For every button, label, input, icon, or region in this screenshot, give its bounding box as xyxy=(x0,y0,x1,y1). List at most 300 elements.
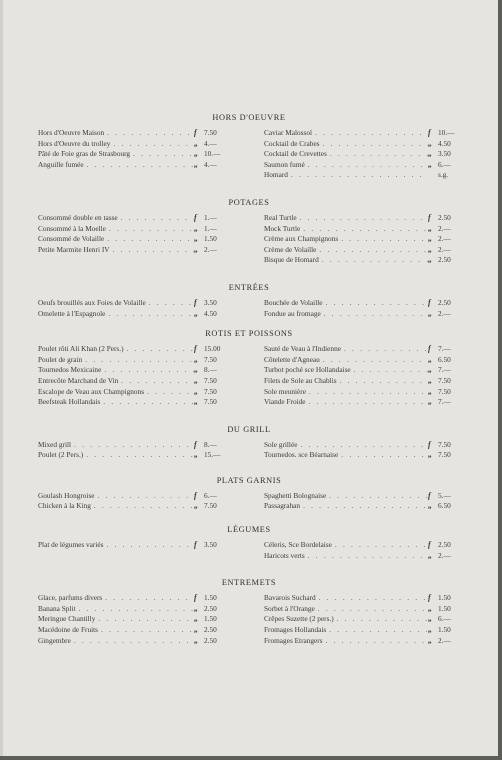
menu-section xyxy=(38,328,460,408)
item-price: 7.50 xyxy=(204,128,217,137)
currency-mark: „ xyxy=(194,614,198,624)
menu-item xyxy=(38,376,234,387)
item-name: Omelette à l'Espagnole xyxy=(38,308,106,318)
dot-leader xyxy=(91,501,194,512)
item-price: 2.— xyxy=(438,308,451,318)
item-name: Entrecôte Marchand de Vin xyxy=(38,375,119,385)
currency-mark: f xyxy=(428,490,431,500)
currency-mark: „ xyxy=(428,149,432,159)
item-price: s.g. xyxy=(438,170,449,180)
currency-mark: „ xyxy=(194,625,198,635)
menu-item xyxy=(38,397,234,408)
item-price: 6.— xyxy=(438,159,451,169)
currency-mark: f xyxy=(194,540,197,550)
item-price: 7.50 xyxy=(438,386,451,396)
dot-leader xyxy=(327,149,428,160)
currency-mark: „ xyxy=(194,450,198,460)
item-name: Bouchée de Volaille xyxy=(264,297,323,307)
menu-item xyxy=(38,440,234,451)
menu-section xyxy=(38,424,460,461)
dot-leader xyxy=(83,450,194,461)
currency-mark: f xyxy=(194,297,197,307)
right-column xyxy=(264,128,460,181)
item-name: Saumon fumé xyxy=(264,159,305,169)
item-name: Bavarois Suchard xyxy=(264,593,316,603)
currency-mark: „ xyxy=(428,614,432,624)
left-column xyxy=(38,540,234,561)
dot-leader xyxy=(321,309,428,320)
menu-item xyxy=(38,309,234,320)
menu-item xyxy=(38,344,234,355)
menu-item xyxy=(264,501,460,512)
menu-section xyxy=(38,282,460,319)
item-name: Poulet rôti Ali Khan (2 Pers.) xyxy=(38,344,124,354)
item-name: Filets de Sole au Chablis xyxy=(264,375,337,385)
dot-leader xyxy=(102,593,194,604)
currency-mark: f xyxy=(194,593,197,603)
item-name: Bisque de Homard xyxy=(264,255,319,265)
menu-item xyxy=(264,604,460,615)
item-price: 7.50 xyxy=(438,450,451,460)
item-name: Homard xyxy=(264,170,288,180)
currency-mark: „ xyxy=(428,501,432,511)
item-price: 1.— xyxy=(204,223,217,233)
item-name: Hors d'Oeuvre Maison xyxy=(38,128,105,137)
menu-section xyxy=(38,197,460,266)
menu-item xyxy=(38,245,234,256)
menu-item xyxy=(264,387,460,398)
menu-item xyxy=(38,149,234,160)
menu-item xyxy=(38,355,234,366)
item-price: 7.50 xyxy=(204,354,217,364)
menu-item xyxy=(264,170,460,181)
item-name: Sole grillée xyxy=(264,439,298,449)
item-name: Sole meunière xyxy=(264,386,306,396)
menu-item xyxy=(38,625,234,636)
dot-leader xyxy=(95,491,194,502)
currency-mark: f xyxy=(194,128,197,137)
left-column xyxy=(38,298,234,319)
dot-leader xyxy=(105,309,194,320)
menu-item xyxy=(264,139,460,150)
menu-item xyxy=(264,376,460,387)
item-price: 5.— xyxy=(438,490,451,500)
currency-mark: „ xyxy=(428,244,432,254)
currency-mark: „ xyxy=(428,375,432,385)
menu-content xyxy=(38,112,460,646)
item-price: 1.50 xyxy=(204,234,217,244)
left-column xyxy=(38,128,234,181)
dot-leader xyxy=(297,440,428,451)
item-price: 2.— xyxy=(438,635,451,645)
item-name: Céleris, Sce Bordelaise xyxy=(264,540,332,550)
dot-leader xyxy=(334,614,428,625)
menu-item xyxy=(264,344,460,355)
currency-mark: f xyxy=(428,540,431,550)
currency-mark: „ xyxy=(428,625,432,635)
dot-leader xyxy=(316,245,428,256)
item-name: Consommé à la Moelle xyxy=(38,223,106,233)
section-title: HORS D'OEUVRE xyxy=(212,113,286,122)
dot-leader xyxy=(306,387,428,398)
section-columns xyxy=(38,593,460,646)
section-columns xyxy=(38,213,460,266)
menu-item xyxy=(264,355,460,366)
left-column xyxy=(38,344,234,408)
menu-item xyxy=(38,491,234,502)
currency-mark: f xyxy=(428,439,431,449)
dot-leader xyxy=(323,298,429,309)
item-name: Fondue au fromage xyxy=(264,308,321,318)
item-price: 7.50 xyxy=(438,375,451,385)
item-price: 10.— xyxy=(204,149,221,159)
menu-item xyxy=(38,540,234,551)
section-columns xyxy=(38,128,460,181)
dot-leader xyxy=(84,160,194,171)
menu-item xyxy=(264,397,460,408)
dot-leader xyxy=(326,625,428,636)
currency-mark: „ xyxy=(194,354,198,364)
dot-leader xyxy=(305,160,428,171)
menu-item xyxy=(38,593,234,604)
menu-item xyxy=(38,160,234,171)
menu-item xyxy=(38,604,234,615)
menu-item xyxy=(264,450,460,461)
right-column xyxy=(264,344,460,408)
section-title: ENTREMETS xyxy=(221,578,277,588)
item-price: 1.— xyxy=(204,212,217,222)
currency-mark: f xyxy=(194,490,197,500)
item-name: Hors d'Oeuvre du trolley xyxy=(38,138,111,148)
section-columns xyxy=(38,298,460,319)
menu-item xyxy=(264,149,460,160)
item-name: Caviar Malossol xyxy=(264,128,313,137)
item-name: Turbot poché sce Hollandaise xyxy=(264,365,351,375)
dot-leader xyxy=(82,355,194,366)
item-price: 2.50 xyxy=(204,625,217,635)
menu-item xyxy=(38,365,234,376)
item-name: Pâté de Foie gras de Strasbourg xyxy=(38,149,131,159)
dot-leader xyxy=(110,139,194,150)
menu-item xyxy=(264,636,460,647)
menu-item xyxy=(264,593,460,604)
item-price: 2.50 xyxy=(438,540,451,550)
currency-mark: „ xyxy=(428,365,432,375)
menu-item xyxy=(38,224,234,235)
currency-mark: f xyxy=(428,212,431,222)
dot-leader xyxy=(104,128,194,139)
dot-leader xyxy=(95,614,194,625)
item-name: Fromages Hollandais xyxy=(264,625,327,635)
currency-mark: „ xyxy=(194,223,198,233)
currency-mark: „ xyxy=(428,354,432,364)
dot-leader xyxy=(71,636,194,647)
menu-item xyxy=(264,128,460,139)
section-columns xyxy=(38,440,460,461)
menu-item xyxy=(264,160,460,171)
dot-leader xyxy=(300,224,428,235)
currency-mark: „ xyxy=(194,159,198,169)
item-price: 2.50 xyxy=(204,603,217,613)
item-name: Sorbet à l'Orange xyxy=(264,603,315,613)
item-name: Banana Split xyxy=(38,603,76,613)
section-title: ENTRÉES xyxy=(228,282,270,292)
dot-leader xyxy=(146,298,194,309)
item-name: Passagrahan xyxy=(264,501,301,511)
menu-item xyxy=(38,636,234,647)
item-name: Haricots verts xyxy=(264,550,305,560)
item-name: Goulash Hongroise xyxy=(38,490,95,500)
item-price: 3.50 xyxy=(204,297,217,307)
item-name: Escalope de Veau aux Champignons xyxy=(38,386,145,396)
dot-leader xyxy=(341,344,428,355)
currency-mark: „ xyxy=(194,375,198,385)
item-price: 1.50 xyxy=(438,625,451,635)
dot-leader xyxy=(338,450,428,461)
currency-mark: „ xyxy=(428,308,432,318)
item-name: Plat de légumes variés xyxy=(38,540,104,550)
menu-section xyxy=(38,112,460,181)
dot-leader xyxy=(320,139,428,150)
item-price: 7.50 xyxy=(438,439,451,449)
item-price: 2.— xyxy=(438,244,451,254)
currency-mark: „ xyxy=(428,138,432,148)
section-columns xyxy=(38,491,460,512)
item-name: Crème de Volaille xyxy=(264,244,317,254)
currency-mark: „ xyxy=(428,386,432,396)
menu-item xyxy=(264,234,460,245)
item-price: 6.50 xyxy=(438,354,451,364)
dot-leader xyxy=(297,213,428,224)
item-price: 2.— xyxy=(438,550,451,560)
currency-mark: „ xyxy=(194,603,198,613)
item-price: 3.50 xyxy=(438,149,451,159)
dot-leader xyxy=(315,604,428,615)
currency-mark: „ xyxy=(428,550,432,560)
menu-item xyxy=(38,614,234,625)
dot-leader xyxy=(130,149,194,160)
item-price: 7.50 xyxy=(204,501,217,511)
item-name: Fromages Etrangers xyxy=(264,635,323,645)
currency-mark: „ xyxy=(194,308,198,318)
item-name: Anguille fumée xyxy=(38,159,84,169)
item-name: Gingembre xyxy=(38,635,71,645)
item-name: Poulet (2 Pers.) xyxy=(38,450,84,460)
item-name: Côtelette d'Agneau xyxy=(264,354,320,364)
section-title: PLATS GARNIS xyxy=(216,475,282,485)
item-price: 1.50 xyxy=(438,593,451,603)
menu-item xyxy=(38,298,234,309)
currency-mark: „ xyxy=(194,386,198,396)
menu-item xyxy=(264,365,460,376)
currency-mark: f xyxy=(194,344,197,354)
item-price: 1.50 xyxy=(204,593,217,603)
dot-leader xyxy=(338,234,428,245)
menu-item xyxy=(264,491,460,502)
currency-mark: „ xyxy=(194,635,198,645)
menu-item xyxy=(38,128,234,139)
menu-item xyxy=(38,501,234,512)
dot-leader xyxy=(319,255,428,266)
menu-item xyxy=(264,440,460,451)
menu-item xyxy=(264,245,460,256)
left-column xyxy=(38,593,234,646)
menu-item xyxy=(264,625,460,636)
left-column xyxy=(38,213,234,266)
menu-item xyxy=(264,298,460,309)
item-name: Mock Turtle xyxy=(264,223,301,233)
item-name: Cocktail de Crabes xyxy=(264,138,320,148)
item-price: 2.50 xyxy=(204,635,217,645)
currency-mark: f xyxy=(428,128,431,137)
item-name: Macédoine de Fruits xyxy=(38,625,98,635)
item-name: Glace, parfums divers xyxy=(38,593,103,603)
dot-leader xyxy=(306,397,428,408)
menu-item xyxy=(264,540,460,551)
menu-item xyxy=(38,234,234,245)
section-columns xyxy=(38,344,460,408)
section-title: ROTIS ET POISSONS xyxy=(205,329,293,339)
item-price: 7.— xyxy=(438,397,451,407)
dot-leader xyxy=(332,540,428,551)
currency-mark: „ xyxy=(194,397,198,407)
item-price: 2.50 xyxy=(438,255,451,265)
menu-item xyxy=(264,224,460,235)
dot-leader xyxy=(98,625,194,636)
dot-leader xyxy=(101,365,194,376)
right-column xyxy=(264,593,460,646)
item-name: Crème aux Champignons xyxy=(264,234,339,244)
currency-mark: f xyxy=(194,212,197,222)
item-name: Real Turtle xyxy=(264,212,297,222)
item-price: 4.— xyxy=(204,138,217,148)
menu-section xyxy=(38,524,460,561)
item-name: Tournedos. sce Béarnaise xyxy=(264,450,339,460)
item-name: Crêpes Suzette (2 pers.) xyxy=(264,614,334,624)
dot-leader xyxy=(300,501,428,512)
item-price: 2.50 xyxy=(438,297,451,307)
menu-item xyxy=(38,213,234,224)
dot-leader xyxy=(337,376,428,387)
menu-item xyxy=(264,255,460,266)
dot-leader xyxy=(326,491,428,502)
menu-item xyxy=(264,213,460,224)
item-price: 7.50 xyxy=(204,375,217,385)
menu-item xyxy=(264,614,460,625)
currency-mark: „ xyxy=(428,223,432,233)
item-price: 4.— xyxy=(204,159,217,169)
dot-leader xyxy=(288,170,428,181)
item-price: 2.— xyxy=(438,223,451,233)
dot-leader xyxy=(118,213,194,224)
dot-leader xyxy=(118,376,194,387)
menu-section xyxy=(38,577,460,646)
menu-item xyxy=(38,450,234,461)
item-name: Viande Froide xyxy=(264,397,306,407)
item-price: 1.50 xyxy=(438,603,451,613)
item-price: 2.— xyxy=(204,244,217,254)
item-name: Beefsteak Hollandais xyxy=(38,397,101,407)
right-column xyxy=(264,540,460,561)
right-column xyxy=(264,440,460,461)
item-price: 6.— xyxy=(204,490,217,500)
section-title: DU GRILL xyxy=(227,424,271,434)
currency-mark: f xyxy=(428,297,431,307)
item-name: Poulet de grain xyxy=(38,354,83,364)
dot-leader xyxy=(124,344,194,355)
dot-leader xyxy=(71,440,194,451)
dot-leader xyxy=(106,224,194,235)
currency-mark: „ xyxy=(194,244,198,254)
dot-leader xyxy=(316,593,428,604)
item-price: 7.50 xyxy=(204,397,217,407)
currency-mark: „ xyxy=(194,149,198,159)
currency-mark: „ xyxy=(194,138,198,148)
item-price: 3.50 xyxy=(204,540,217,550)
currency-mark: „ xyxy=(194,501,198,511)
currency-mark: f xyxy=(428,344,431,354)
item-price: 6.— xyxy=(438,614,451,624)
item-name: Oeufs brouillés aux Foies de Volaille xyxy=(38,297,146,307)
currency-mark: f xyxy=(194,439,197,449)
item-price: 4.50 xyxy=(438,138,451,148)
item-price: 2.50 xyxy=(438,212,451,222)
item-price: 15.— xyxy=(204,450,221,460)
currency-mark: „ xyxy=(428,255,432,265)
dot-leader xyxy=(312,128,428,139)
item-price: 2.— xyxy=(438,234,451,244)
item-price: 6.50 xyxy=(438,501,451,511)
dot-leader xyxy=(144,387,194,398)
dot-leader xyxy=(305,551,428,562)
item-price: 7.— xyxy=(438,365,451,375)
item-name: Meringue Chantilly xyxy=(38,614,96,624)
dot-leader xyxy=(100,397,194,408)
currency-mark: „ xyxy=(428,397,432,407)
item-price: 1.50 xyxy=(204,614,217,624)
section-columns xyxy=(38,540,460,561)
currency-mark: „ xyxy=(428,234,432,244)
item-price: 8.— xyxy=(204,439,217,449)
dot-leader xyxy=(351,365,428,376)
item-price: 15.00 xyxy=(204,344,221,354)
currency-mark: „ xyxy=(194,234,198,244)
currency-mark: „ xyxy=(428,603,432,613)
dot-leader xyxy=(76,604,195,615)
right-column xyxy=(264,491,460,512)
dot-leader xyxy=(323,636,428,647)
currency-mark: „ xyxy=(428,635,432,645)
item-name: Petite Marmite Henri IV xyxy=(38,244,110,254)
item-name: Spaghetti Bolognaise xyxy=(264,490,327,500)
menu-item xyxy=(38,139,234,150)
section-title: POTAGES xyxy=(228,197,270,207)
item-name: Consommé de Volaille xyxy=(38,234,105,244)
currency-mark: „ xyxy=(428,450,432,460)
item-name: Mixed grill xyxy=(38,439,72,449)
right-column xyxy=(264,298,460,319)
currency-mark: f xyxy=(428,593,431,603)
item-price: 8.— xyxy=(204,365,217,375)
left-column xyxy=(38,491,234,512)
item-name: Chicken à la King xyxy=(38,501,91,511)
dot-leader xyxy=(110,245,194,256)
item-price: 7.50 xyxy=(204,386,217,396)
item-name: Cocktail de Crevettes xyxy=(264,149,327,159)
dot-leader xyxy=(103,540,194,551)
item-name: Tournedos Mexicaine xyxy=(38,365,102,375)
item-name: Sauté de Veau à l'Indienne xyxy=(264,344,341,354)
